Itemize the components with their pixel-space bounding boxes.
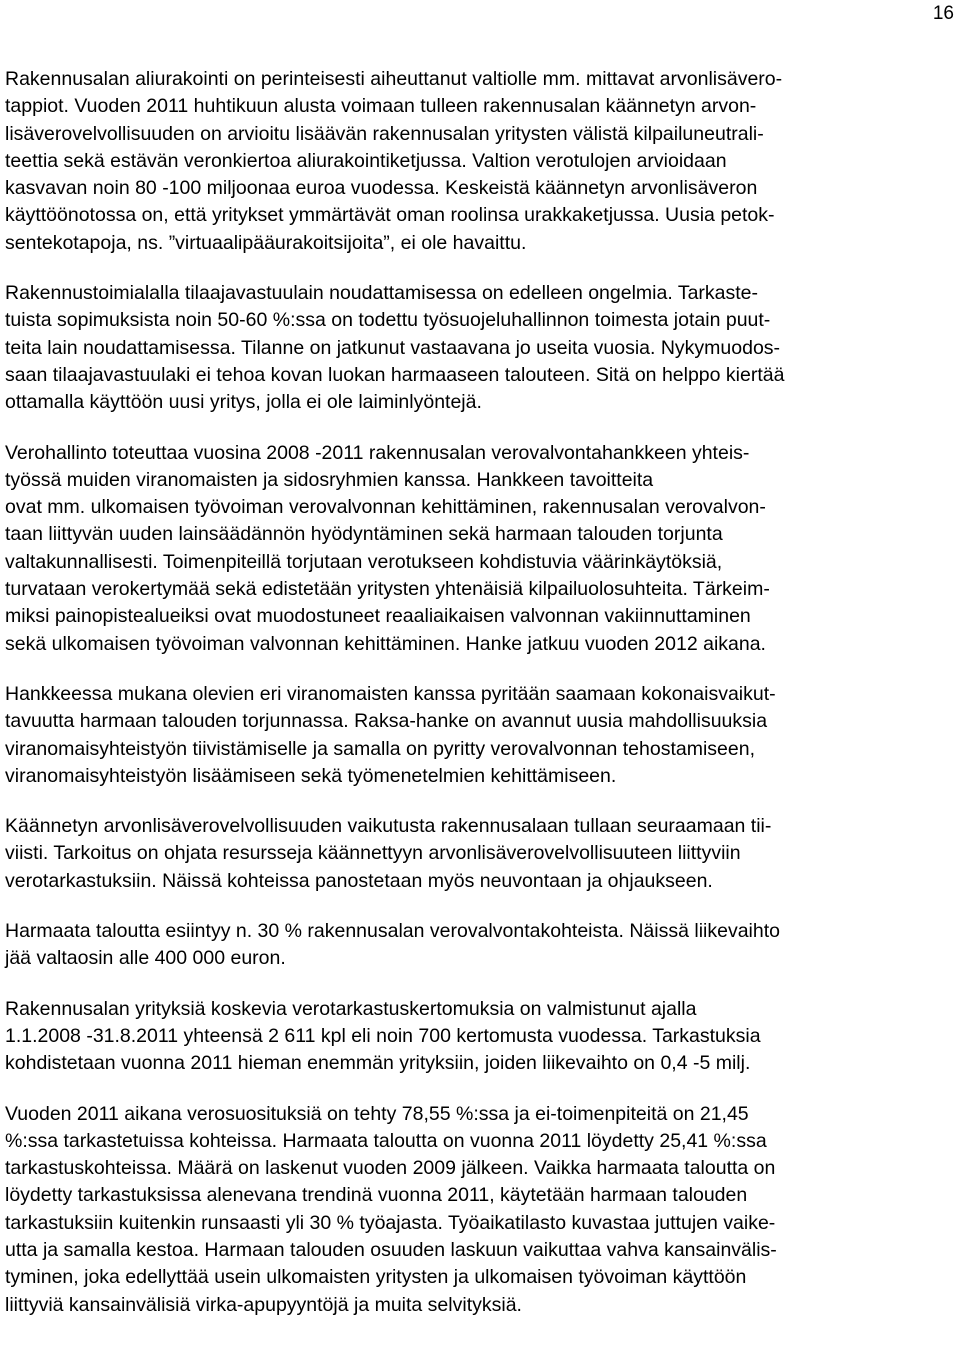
paragraph-7 <box>5 996 950 1078</box>
text-line: Rakennusalan aliurakointi on perinteisesti aiheuttanut valtiolle mm. mittavat arvonlisävero- <box>5 68 783 90</box>
page-number: 16 <box>932 3 954 24</box>
text-line: ovat mm. ulkomaisen työvoiman verovalvonnan kehittäminen, rakennusalan verovalvon- <box>5 496 766 519</box>
text-line: kasvavan noin 80 -100 miljoonaa euroa vuodessa. Keskeistä käännetyn arvonlisäveron <box>5 177 758 200</box>
text-line: miksi painopistealueiksi ovat muodostuneet reaaliaikaisen valvonnan vakiinnuttaminen <box>5 605 751 628</box>
text-line: löydetty tarkastuksissa alenevana trendinä vuonna 2011, käytetään harmaan talouden <box>5 1184 748 1207</box>
text-line: viisti. Tarkoitus on ohjata resursseja käännettyyn arvonlisäverovelvollisuuteen liittyviin <box>5 842 741 865</box>
text-line: Harmaata taloutta esiintyy n. 30 % rakennusalan verovalvontakohteista. Näissä liikevaihto <box>5 920 781 943</box>
text-line: Verohallinto toteuttaa vuosina 2008 -2011 rakennusalan verovalvontahankkeen yhteis- <box>5 441 750 464</box>
text-line: Käännetyn arvonlisäverovelvollisuuden vaikutusta rakennusalaan tullaan seuraamaan tii- <box>5 815 772 838</box>
text-line: saan tilaajavastuulaki ei tehoa kovan luokan harmaaseen talouteen. Sitä on helppo kiertää <box>5 363 785 386</box>
text-line: Rakennusalan yrityksiä koskevia verotarkastuskertomuksia on valmistunut ajalla <box>5 997 697 1020</box>
text-line: utta ja samalla kestoa. Harmaan talouden osuuden laskuun vaikuttaa vahva kansainvälis- <box>5 1238 777 1261</box>
text-line: tappiot. Vuoden 2011 huhtikuun alusta voimaan tulleen rakennusalan käännetyn arvon- <box>5 95 757 118</box>
text-line: sentekotapoja, ns. ”virtuaalipääurakoitsijoita”, ei ole havaittu. <box>5 231 527 254</box>
text-line: Vuoden 2011 aikana verosuosituksiä on tehty 78,55 %:ssa ja ei-toimenpiteitä on 21,45 <box>5 1102 749 1125</box>
text-line: tarkastuskohteissa. Määrä on laskenut vuoden 2009 jälkeen. Vaikka harmaata taloutta on <box>5 1157 776 1180</box>
text-line: viranomaisyhteistyön tiivistämiselle ja samalla on pyritty verovalvonnan tehostamiseen, <box>5 737 756 760</box>
document-body <box>5 66 950 1342</box>
text-line: taan liittyvän uuden lainsäädännön hyödyntäminen sekä harmaan talouden torjunta <box>5 523 723 546</box>
text-line: jää valtaosin alle 400 000 euron. <box>5 947 286 970</box>
text-line: Hankkeessa mukana olevien eri viranomaisten kanssa pyritään saamaan kokonaisvaikut- <box>5 682 776 705</box>
text-line: käyttöönotossa on, että yritykset ymmärtävät oman roolinsa urakkaketjussa. Uusia petok- <box>5 204 775 227</box>
text-line: kohdistetaan vuonna 2011 hieman enemmän yrityksiin, joiden liikevaihto on 0,4 -5 milj. <box>5 1052 751 1075</box>
paragraph-1 <box>5 66 950 257</box>
text-line: sekä ulkomaisen työvoiman valvonnan kehittäminen. Hanke jatkuu vuoden 2012 aikana. <box>5 632 766 655</box>
text-line: teettia sekä estävän veronkiertoa aliurakointiketjussa. Valtion verotulojen arvioidaan <box>5 149 727 172</box>
text-line: 1.1.2008 -31.8.2011 yhteensä 2 611 kpl eli noin 700 kertomusta vuodessa. Tarkastuksia <box>5 1024 761 1047</box>
text-line: teita lain noudattamisessa. Tilanne on jatkunut vastaavana jo useita vuosia. Nykymuodos- <box>5 336 781 359</box>
text-line: valtakunnallisesti. Toimenpiteillä torjutaan verotukseen kohdistuvia väärinkäytöksiä, <box>5 550 723 573</box>
paragraph-5 <box>5 813 950 895</box>
text-line: liittyviä kansainvälisiä virka-apupyyntöjä ja muita selvityksiä. <box>5 1293 522 1316</box>
text-line: lisäverovelvollisuuden on arvioitu lisäävän rakennusalan yritysten välistä kilpailuneutrali- <box>5 122 764 145</box>
text-line: ottamalla käyttöön uusi yritys, jolla ei ole laiminlyöntejä. <box>5 391 482 414</box>
text-line: tavuutta harmaan talouden torjunnassa. Raksa-hanke on avannut uusia mahdollisuuksia <box>5 710 768 733</box>
paragraph-2 <box>5 280 950 416</box>
text-line: tarkastuksiin kuitenkin runsaasti yli 30 % työajasta. Työaikatilasto kuvastaa juttujen vaike- <box>5 1211 776 1234</box>
paragraph-3 <box>5 440 950 658</box>
text-line: viranomaisyhteistyön lisäämiseen sekä työmenetelmien kehittämiseen. <box>5 764 617 787</box>
paragraph-6 <box>5 918 950 973</box>
paragraph-8 <box>5 1101 950 1319</box>
text-line: turvataan verokertymää sekä edistetään yritysten yhtenäisiä kilpailuolosuhteita. Tärkeim- <box>5 578 770 601</box>
paragraph-4 <box>5 681 950 790</box>
text-line: työssä muiden viranomaisten ja sidosryhmien kanssa. Hankkeen tavoitteita <box>5 468 654 491</box>
text-line: verotarkastuksiin. Näissä kohteissa panostetaan myös neuvontaan ja ohjaukseen. <box>5 869 713 892</box>
text-line: %:ssa tarkastetuissa kohteissa. Harmaata taloutta on vuonna 2011 löydetty 25,41 %:ssa <box>5 1129 767 1152</box>
text-line: tuista sopimuksista noin 50-60 %:ssa on todettu työsuojeluhallinnon toimesta jotain puut- <box>5 309 771 332</box>
text-line: tyminen, joka edellyttää usein ulkomaisten yritysten ja ulkomaisen työvoiman käyttöön <box>5 1266 747 1289</box>
text-line: Rakennustoimialalla tilaajavastuulain noudattamisessa on edelleen ongelmia. Tarkaste- <box>5 282 759 305</box>
